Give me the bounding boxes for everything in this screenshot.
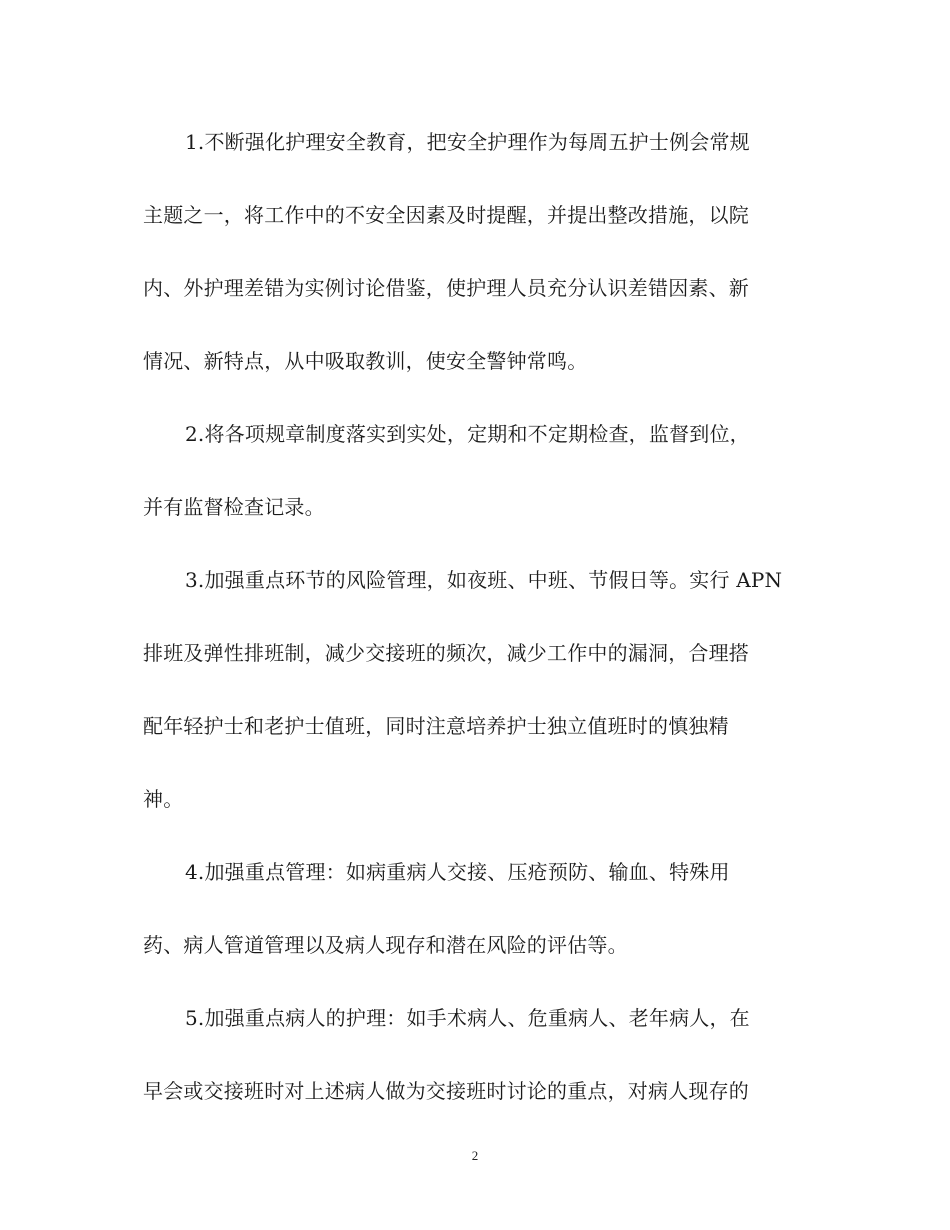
paragraph-3-line-4: 神。 xyxy=(143,787,184,811)
paragraph-1-line-1: 1.不断强化护理安全教育，把安全护理作为每周五护士例会常规 xyxy=(185,130,750,154)
paragraph-5-line-2: 早会或交接班时对上述病人做为交接班时讨论的重点，对病人现存的 xyxy=(143,1079,749,1103)
paragraph-2-line-2: 并有监督检查记录。 xyxy=(143,495,325,519)
paragraph-1-line-2: 主题之一，将工作中的不安全因素及时提醒，并提出整改措施，以院 xyxy=(143,203,749,227)
paragraph-4-line-2: 药、病人管道管理以及病人现存和潜在风险的评估等。 xyxy=(143,933,628,957)
paragraph-3-line-3: 配年轻护士和老护士值班，同时注意培养护士独立值班时的慎独精 xyxy=(143,714,729,738)
paragraph-3-line-1: 3.加强重点环节的风险管理，如夜班、中班、节假日等。实行 APN xyxy=(185,568,783,592)
page-number: 2 xyxy=(471,1148,479,1163)
paragraph-2-line-1: 2.将各项规章制度落实到实处，定期和不定期检查，监督到位， xyxy=(185,422,750,446)
paragraph-1-line-3: 内、外护理差错为实例讨论借鉴，使护理人员充分认识差错因素、新 xyxy=(143,276,749,300)
paragraph-5-line-1: 5.加强重点病人的护理：如手术病人、危重病人、老年病人，在 xyxy=(185,1006,750,1030)
paragraph-1-line-4: 情况、新特点，从中吸取教训，使安全警钟常鸣。 xyxy=(143,349,588,373)
paragraph-4-line-1: 4.加强重点管理：如病重病人交接、压疮预防、输血、特殊用 xyxy=(185,860,730,884)
paragraph-3-line-2: 排班及弹性排班制，减少交接班的频次，减少工作中的漏洞，合理搭 xyxy=(143,641,749,665)
